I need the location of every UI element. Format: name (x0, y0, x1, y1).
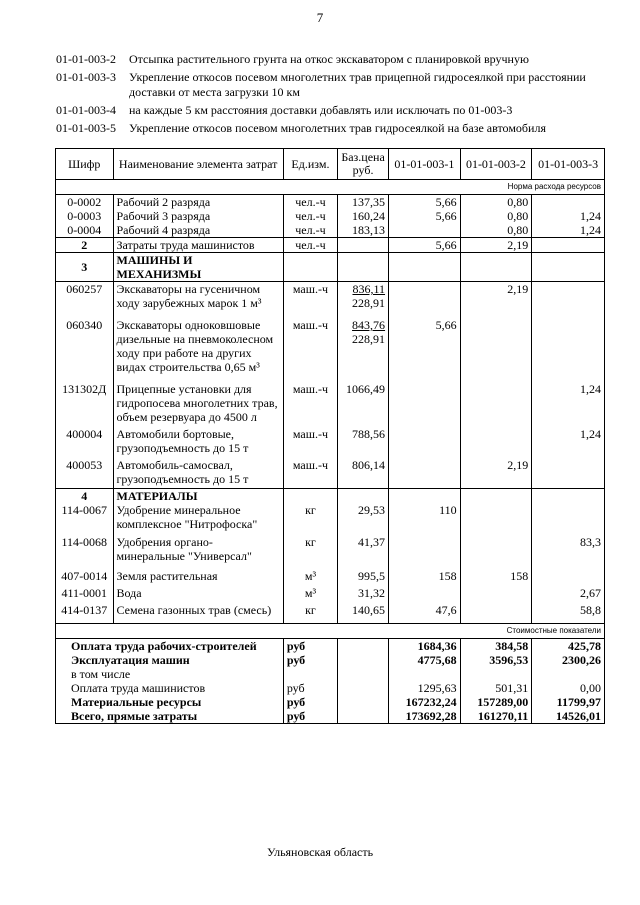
header-col1: 01-01-003-1 (389, 149, 461, 180)
cell-price: 140,65 (338, 600, 389, 624)
header-col2: 01-01-003-2 (460, 149, 532, 180)
cell-name: Вода (113, 583, 283, 600)
total-v2 (460, 667, 532, 681)
intro-item (56, 121, 616, 136)
cell-unit: м³ (283, 563, 337, 583)
intro-text: Отсыпка растительного грунта на откос экскаватором с планировкой вручную (129, 52, 529, 66)
cell-name: Прицепные установки для гидропосева многолетних трав, объем резервуара до 4500 л (113, 374, 283, 424)
section-title: МАТЕРИАЛЫ (113, 489, 283, 504)
cell-unit: чел.-ч (283, 209, 337, 223)
footer-region: Ульяновская область (266, 845, 374, 859)
cell-price: 41,37 (338, 531, 389, 563)
intro-text: Укрепление откосов посевом многолетних трав прицепной гидросеялкой при расстоянии доставки от места загрузки 10 км (129, 70, 586, 99)
intro-code: 01-01-003-5 (56, 121, 116, 135)
resource-table (55, 148, 605, 724)
cell-v3: 1,24 (532, 209, 605, 223)
cell-code: 411-0001 (56, 583, 114, 600)
table-row (56, 374, 605, 424)
cell-v2: 2,19 (460, 282, 532, 311)
cell-v1: 5,66 (389, 209, 461, 223)
table-row (56, 563, 605, 583)
total-v2: 3596,53 (460, 653, 532, 667)
total-unit: руб (283, 653, 337, 667)
cell-name: Рабочий 3 разряда (113, 209, 283, 223)
cell-price: 29,53 (338, 503, 389, 531)
total-v2: 161270,11 (460, 709, 532, 724)
cell-v2 (460, 374, 532, 424)
total-row (56, 639, 605, 654)
table-row (56, 310, 605, 374)
cost-label-row (56, 624, 605, 639)
intro-code: 01-01-003-4 (56, 103, 116, 117)
intro-item (56, 70, 616, 100)
cell-code: 131302Д (56, 374, 114, 424)
header-price: Баз.цена руб. (338, 149, 389, 180)
cell-price (338, 310, 389, 374)
header-name: Наименование элемента затрат (113, 149, 283, 180)
total-row (56, 681, 605, 695)
cell-unit: кг (283, 600, 337, 624)
cell-v2: 2,19 (460, 238, 532, 253)
cell-price: 183,13 (338, 223, 389, 238)
total-row (56, 653, 605, 667)
cell-code: 060257 (56, 282, 114, 311)
cell-price: 160,24 (338, 209, 389, 223)
cell-v2 (460, 424, 532, 455)
cell-code: 400004 (56, 424, 114, 455)
table-row (56, 195, 605, 210)
cell-v1 (389, 223, 461, 238)
cell-unit: кг (283, 503, 337, 531)
total-v2: 501,31 (460, 681, 532, 695)
price-secondary: 228,91 (352, 332, 386, 346)
cell-price: 137,35 (338, 195, 389, 210)
total-unit: руб (283, 639, 337, 654)
cell-v3: 58,8 (532, 600, 605, 624)
table-row (56, 209, 605, 223)
total-v1: 173692,28 (389, 709, 461, 724)
cell-v2: 158 (460, 563, 532, 583)
cell-v3: 2,67 (532, 583, 605, 600)
cell-v2: 0,80 (460, 223, 532, 238)
cell-v3 (532, 563, 605, 583)
cell-v3 (532, 195, 605, 210)
cell-price: 995,5 (338, 563, 389, 583)
cell-name: Удобрения органо-минеральные "Универсал" (113, 531, 283, 563)
total-v1: 4775,68 (389, 653, 461, 667)
total-v3 (532, 667, 605, 681)
cell-v2: 2,19 (460, 455, 532, 489)
norma-row (56, 180, 605, 195)
total-unit: руб (283, 695, 337, 709)
cell-name: Рабочий 4 разряда (113, 223, 283, 238)
total-name: Материальные ресурсы (56, 695, 284, 709)
intro-item (56, 103, 616, 118)
cell-code: 0-0002 (56, 195, 114, 210)
cell-unit: маш.-ч (283, 282, 337, 311)
total-name: Эксплуатация машин (56, 653, 284, 667)
cell-price: 788,56 (338, 424, 389, 455)
cell-v3: 1,24 (532, 374, 605, 424)
total-v3: 0,00 (532, 681, 605, 695)
cell-code: 0-0004 (56, 223, 114, 238)
total-v1: 1295,63 (389, 681, 461, 695)
cell-v3: 1,24 (532, 424, 605, 455)
table-row (56, 503, 605, 531)
cell-name: Автомобили бортовые, грузоподъемность до 15 т (113, 424, 283, 455)
cell-v2 (460, 600, 532, 624)
cell-v2 (460, 310, 532, 374)
cell-code: 114-0068 (56, 531, 114, 563)
cell-v2 (460, 583, 532, 600)
cell-v2 (460, 503, 532, 531)
total-unit (283, 667, 337, 681)
section-title: МАШИНЫ И МЕХАНИЗМЫ (113, 253, 283, 282)
cell-v1 (389, 424, 461, 455)
cell-name: Затраты труда машинистов (113, 238, 283, 253)
intro-text: на каждые 5 км расстояния доставки добавлять или исключать по 01-003-3 (129, 103, 513, 117)
cell-unit: маш.-ч (283, 374, 337, 424)
price-secondary: 228,91 (352, 296, 386, 310)
cell-v3 (532, 238, 605, 253)
cell-v3 (532, 310, 605, 374)
intro-text: Укрепление откосов посевом многолетних трав гидросеялкой на базе автомобиля (129, 121, 546, 135)
header-unit: Ед.изм. (283, 149, 337, 180)
section-row-machines (56, 253, 605, 282)
cell-v1 (389, 455, 461, 489)
intro-code: 01-01-003-2 (56, 52, 116, 66)
total-v1: 167232,24 (389, 695, 461, 709)
cell-v1: 47,6 (389, 600, 461, 624)
cell-code: 0-0003 (56, 209, 114, 223)
page-number: 7 (316, 10, 324, 25)
cell-unit: чел.-ч (283, 238, 337, 253)
total-name: в том числе (56, 667, 284, 681)
cell-v3 (532, 503, 605, 531)
table-row (56, 531, 605, 563)
cell-v1 (389, 531, 461, 563)
table-row (56, 424, 605, 455)
cell-name: Рабочий 2 разряда (113, 195, 283, 210)
total-name: Оплата труда рабочих-строителей (56, 639, 284, 654)
price-main: 843,76 (352, 318, 386, 332)
cell-name: Экскаваторы на гусеничном ходу зарубежных марок 1 м³ (113, 282, 283, 311)
header-code: Шифр (56, 149, 114, 180)
section-code: 4 (56, 489, 114, 504)
cell-name: Семена газонных трав (смесь) (113, 600, 283, 624)
total-v1 (389, 667, 461, 681)
total-unit: руб (283, 709, 337, 724)
table-header-row (56, 149, 605, 180)
total-name: Оплата труда машинистов (56, 681, 284, 695)
cell-code: 400053 (56, 455, 114, 489)
cell-v3 (532, 455, 605, 489)
cell-v1: 5,66 (389, 195, 461, 210)
total-name: Всего, прямые затраты (56, 709, 284, 724)
total-v2: 384,58 (460, 639, 532, 654)
cell-code: 407-0014 (56, 563, 114, 583)
cell-v2: 0,80 (460, 209, 532, 223)
cell-v1 (389, 374, 461, 424)
cell-name: Экскаваторы одноковшовые дизельные на пневмоколесном ходу при работе на других видах строительства 0,65 м³ (113, 310, 283, 374)
machinists-row (56, 238, 605, 253)
norma-label: Норма расхода ресурсов (56, 180, 605, 195)
cell-v3 (532, 282, 605, 311)
cell-price (338, 238, 389, 253)
cell-unit: чел.-ч (283, 195, 337, 210)
header-col3: 01-01-003-3 (532, 149, 605, 180)
cell-price: 806,14 (338, 455, 389, 489)
cell-price: 31,32 (338, 583, 389, 600)
cell-v3: 83,3 (532, 531, 605, 563)
cell-code: 114-0067 (56, 503, 114, 531)
cell-v1: 5,66 (389, 238, 461, 253)
cell-v1 (389, 282, 461, 311)
total-row (56, 667, 605, 681)
cell-unit: маш.-ч (283, 424, 337, 455)
section-row-materials (56, 489, 605, 504)
total-v1: 1684,36 (389, 639, 461, 654)
intro-code: 01-01-003-3 (56, 70, 116, 84)
cell-name: Земля растительная (113, 563, 283, 583)
cell-name: Удобрение минеральное комплексное "Нитрофоска" (113, 503, 283, 531)
total-v3: 14526,01 (532, 709, 605, 724)
cell-v1: 5,66 (389, 310, 461, 374)
cost-label: Стоимостные показатели (56, 624, 605, 639)
cell-code: 2 (56, 238, 114, 253)
cell-v1: 158 (389, 563, 461, 583)
cell-unit: кг (283, 531, 337, 563)
total-v3: 425,78 (532, 639, 605, 654)
total-row (56, 695, 605, 709)
intro-list (56, 52, 616, 139)
total-row (56, 709, 605, 724)
total-unit: руб (283, 681, 337, 695)
cell-code: 060340 (56, 310, 114, 374)
cell-price (338, 282, 389, 311)
section-code: 3 (56, 253, 114, 282)
table-row (56, 600, 605, 624)
cell-price: 1066,49 (338, 374, 389, 424)
cell-name: Автомобиль-самосвал, грузоподъемность до 15 т (113, 455, 283, 489)
price-main: 836,11 (352, 282, 386, 296)
table-row (56, 223, 605, 238)
cell-v1: 110 (389, 503, 461, 531)
table-row (56, 583, 605, 600)
cell-v3: 1,24 (532, 223, 605, 238)
cell-unit: м³ (283, 583, 337, 600)
table-row (56, 455, 605, 489)
total-v3: 2300,26 (532, 653, 605, 667)
total-v3: 11799,97 (532, 695, 605, 709)
cell-unit: чел.-ч (283, 223, 337, 238)
cell-unit: маш.-ч (283, 310, 337, 374)
table-row (56, 282, 605, 311)
cell-unit: маш.-ч (283, 455, 337, 489)
cell-v2 (460, 531, 532, 563)
cell-v2: 0,80 (460, 195, 532, 210)
intro-item (56, 52, 616, 67)
total-v2: 157289,00 (460, 695, 532, 709)
cell-v1 (389, 583, 461, 600)
cell-code: 414-0137 (56, 600, 114, 624)
